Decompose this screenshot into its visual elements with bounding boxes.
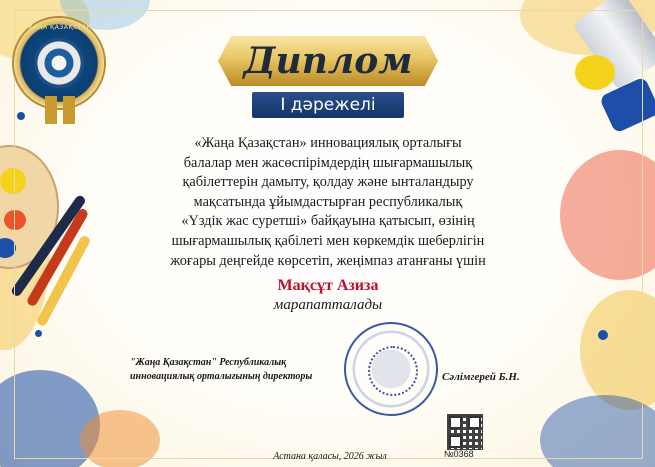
diploma-title: Диплом bbox=[243, 40, 413, 82]
certificate-number: №0368 bbox=[444, 449, 474, 459]
description-line: «Жаңа Қазақстан» инновациялық орталығы bbox=[194, 135, 462, 151]
award-description bbox=[150, 134, 506, 271]
degree-label: І дәрежелі bbox=[252, 92, 404, 118]
description-line: жоғары деңгейде көрсетіп, жеңімпаз атанғаны үшін bbox=[170, 252, 486, 269]
badge-ribbon-right bbox=[63, 96, 75, 124]
description-line: шығармашылық қабілеті мен көркемдік шеберлігін bbox=[171, 232, 485, 249]
official-stamp bbox=[344, 322, 438, 416]
qr-corner bbox=[468, 416, 481, 429]
awarded-text: марапатталады bbox=[273, 297, 383, 313]
description-line: балалар мен жасөспірімдердің шығармашылық bbox=[183, 154, 473, 171]
badge-ribbon-left bbox=[45, 96, 57, 124]
description-line: мақсатында ұйымдастырған республикалық bbox=[193, 193, 463, 210]
stamp-emblem-icon bbox=[368, 346, 418, 396]
badge-emblem-icon bbox=[34, 38, 84, 88]
signer-name: Сәлімгерей Б.Н. bbox=[442, 371, 520, 383]
place-year: Астана қаласы, 2026 жыл bbox=[273, 451, 387, 462]
description-line: қабілеттерін дамыту, қолдау және ынталандыру bbox=[182, 174, 474, 191]
qr-corner bbox=[449, 416, 462, 429]
director-title-line: "Жаңа Қазақстан" Республикалық bbox=[130, 357, 287, 368]
badge-label: ЖАҢА ҚАЗАҚСТАН bbox=[26, 24, 92, 31]
recipient-name: Мақсұт Азиза bbox=[277, 277, 379, 294]
director-title bbox=[130, 356, 342, 384]
qr-code bbox=[447, 414, 483, 450]
director-title-line: инновациялық орталығының директоры bbox=[130, 371, 313, 382]
description-line: «Үздік жас суретші» байқауына қатысып, өзінің bbox=[181, 213, 475, 230]
qr-corner bbox=[449, 435, 462, 448]
organization-badge bbox=[14, 18, 104, 108]
